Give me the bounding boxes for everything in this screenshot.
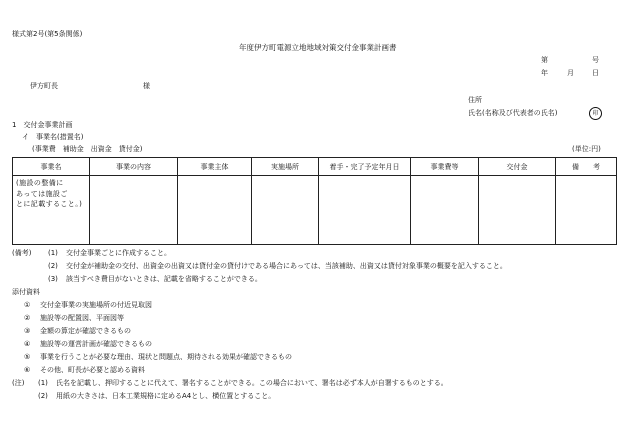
number-suffix: 号 — [592, 56, 599, 64]
date-month: 月 — [567, 69, 574, 77]
addressee-honorific: 様 — [143, 82, 150, 90]
remarks-text-2: 交付金が補助金の交付、出資金の出資又は貸付金の貸付けである場合にあっては、当該補助、出資又は貸付対象事業の概要を記入すること。 — [66, 262, 507, 270]
form-number: 様式第2号(第5条関係) — [12, 30, 83, 38]
remarks-label: (備考) — [12, 249, 32, 257]
col-header-location: 実施場所 — [252, 158, 319, 176]
col-header-grant: 交付金 — [479, 158, 556, 176]
table-row — [13, 176, 617, 245]
remarks-num-1: (1) — [48, 249, 58, 257]
col-header-entity: 事業主体 — [178, 158, 252, 176]
attachment-num-3: ③ — [24, 327, 31, 335]
attachment-num-5: ⑤ — [24, 353, 31, 361]
address-label: 住所 — [468, 96, 482, 104]
table-header-row — [13, 158, 617, 176]
note-text-1: 氏名を記載し、押印することに代えて、署名することができる。この場合において、署名は必ず本人が自署するものとする。 — [56, 379, 448, 387]
cell-location[interactable] — [252, 176, 319, 245]
cell-content[interactable] — [90, 176, 178, 245]
funding-types: (事業費 補助金 出資金 貸付金) — [32, 145, 143, 153]
col-header-remarks: 備 考 — [556, 158, 617, 176]
remarks-num-2: (2) — [48, 262, 58, 270]
attachment-text-4: 施設等の運営計画が確認できるもの — [40, 340, 152, 348]
note-text-2: 用紙の大きさは、日本工業規格に定めるA4とし、横位置とすること。 — [56, 392, 276, 400]
cell-instruction-note: (施設の整備に あっては施設ご とに記載すること。) — [16, 179, 83, 208]
section-heading: 1 交付金事業計画 — [12, 121, 73, 129]
cell-schedule[interactable] — [319, 176, 411, 245]
col-header-cost: 事業費等 — [411, 158, 479, 176]
col-header-content: 事業の内容 — [90, 158, 178, 176]
col-header-project-name: 事業名 — [13, 158, 90, 176]
attachment-text-1: 交付金事業の実施場所の付近見取図 — [40, 301, 152, 309]
attachment-num-4: ④ — [24, 340, 31, 348]
date-year: 年 — [541, 69, 548, 77]
cell-entity[interactable] — [178, 176, 252, 245]
cell-project-name[interactable] — [13, 176, 90, 245]
cell-grant[interactable] — [479, 176, 556, 245]
attachment-num-6: ⑥ — [24, 366, 31, 374]
cell-cost[interactable] — [411, 176, 479, 245]
seal-mark: 印 — [589, 107, 602, 120]
attachment-text-3: 金額の算定が確認できるもの — [40, 327, 131, 335]
applicant-name-label: 氏名(名称及び代表者の氏名) — [468, 109, 558, 117]
note-num-2: (2) — [38, 392, 48, 400]
attachments-label: 添付資料 — [12, 288, 40, 296]
remarks-text-3: 該当すべき費目がないときは、記載を省略することができる。 — [66, 275, 262, 283]
attachment-num-1: ① — [24, 301, 31, 309]
number-prefix: 第 — [541, 56, 548, 64]
attachment-text-2: 施設等の配置図、平面図等 — [40, 314, 124, 322]
col-header-schedule: 着手・完了予定年月日 — [319, 158, 411, 176]
project-plan-table — [12, 157, 617, 245]
cell-remarks[interactable] — [556, 176, 617, 245]
attachment-num-2: ② — [24, 314, 31, 322]
remarks-num-3: (3) — [48, 275, 58, 283]
notes-label: (注) — [12, 379, 25, 387]
project-name-heading: イ 事業名(措置名) — [22, 133, 84, 141]
attachment-text-6: その他、町長が必要と認める資料 — [40, 366, 145, 374]
remarks-text-1: 交付金事業ごとに作成すること。 — [66, 249, 171, 257]
addressee-name: 伊方町長 — [30, 82, 58, 90]
note-num-1: (1) — [38, 379, 48, 387]
date-day: 日 — [592, 69, 599, 77]
unit-label: (単位:円) — [572, 145, 601, 153]
document-title: 年度伊方町電源立地地域対策交付金事業計画書 — [239, 43, 397, 52]
attachment-text-5: 事業を行うことが必要な理由、現状と問題点、期待される効果が確認できるもの — [40, 353, 292, 361]
